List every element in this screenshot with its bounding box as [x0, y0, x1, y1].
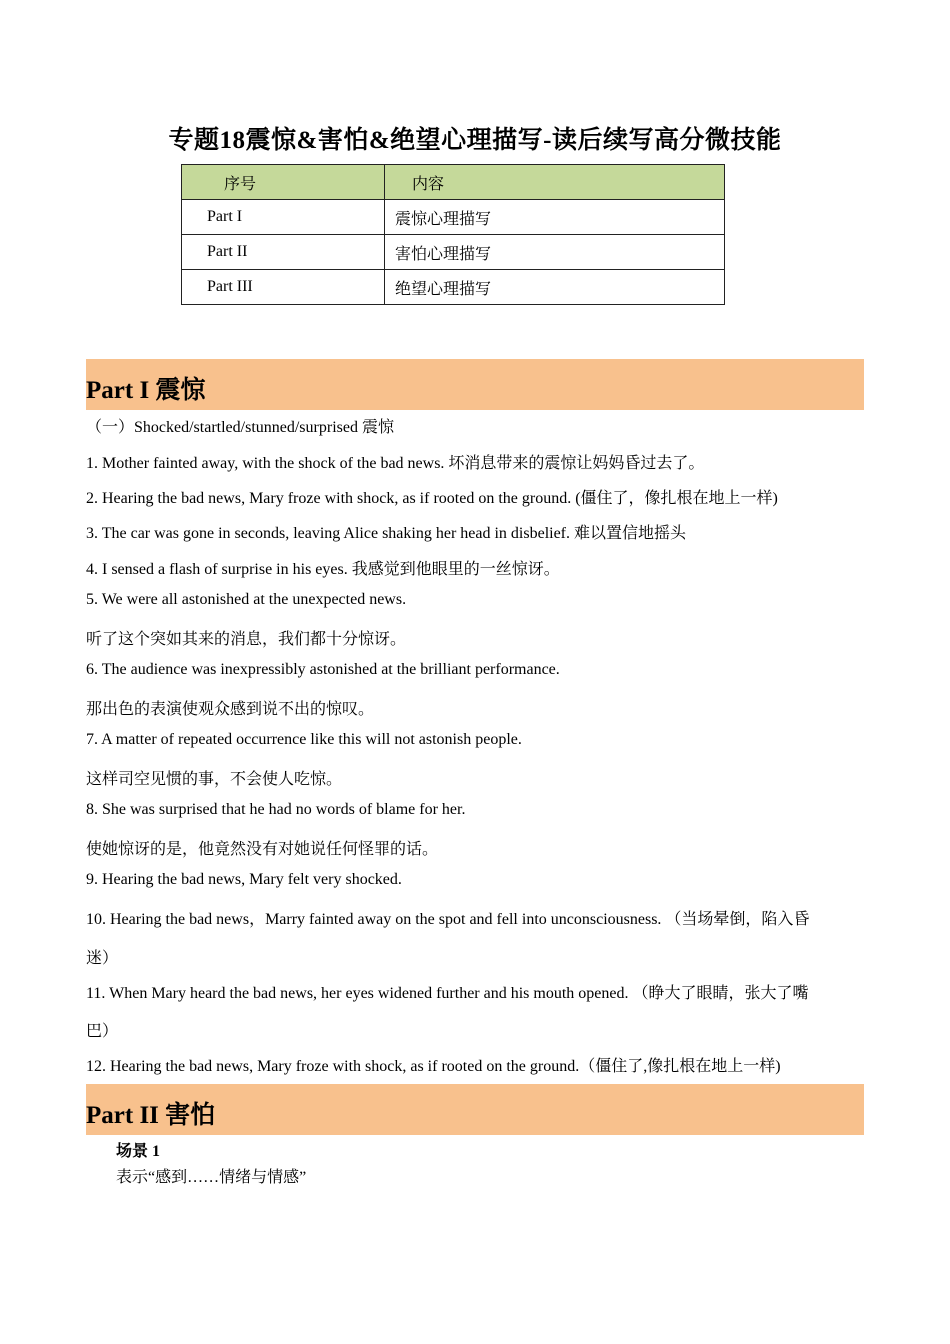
text-line: 使她惊讶的是，他竟然没有对她说任何怪罪的话。: [86, 841, 439, 858]
contents-table: [181, 164, 725, 305]
section-heading-part-1: [86, 359, 864, 410]
text-line: 迷）: [86, 950, 119, 967]
scene-label: 场景 1: [116, 1143, 161, 1160]
document-title: 专题18震惊&害怕&绝望心理描写-读后续写高分微技能: [168, 127, 782, 154]
text-line: 9. Hearing the bad news, Mary felt very shocked.: [86, 871, 402, 888]
text-line: 11. When Mary heard the bad news, her eyes widened further and his mouth opened. （睁大了眼睛，张大了嘴: [86, 985, 809, 1002]
table-cell: Part I: [182, 200, 385, 235]
section-heading-text: Part I 震惊: [86, 377, 206, 404]
table-cell: Part II: [182, 235, 385, 270]
table-cell: 害怕心理描写: [385, 235, 725, 270]
scene-description: 表示“感到……情绪与情感”: [116, 1169, 307, 1186]
text-line: 4. I sensed a flash of surprise in his eyes. 我感觉到他眼里的一丝惊讶。: [86, 561, 560, 578]
text-line: （一）Shocked/startled/stunned/surprised 震惊: [86, 419, 394, 436]
table-header-cell: 内容: [385, 165, 725, 200]
text-line: 2. Hearing the bad news, Mary froze with shock, as if rooted on the ground. (僵住了，像扎根在地上一样): [86, 490, 778, 507]
text-line: 那出色的表演使观众感到说不出的惊叹。: [86, 701, 375, 718]
table-header-row: [182, 165, 725, 200]
text-line: 3. The car was gone in seconds, leaving Alice shaking her head in disbelief. 难以置信地摇头: [86, 525, 687, 542]
table-cell: 震惊心理描写: [385, 200, 725, 235]
table-cell: 绝望心理描写: [385, 270, 725, 305]
text-line: 这样司空见惯的事，不会使人吃惊。: [86, 771, 343, 788]
text-line: 5. We were all astonished at the unexpected news.: [86, 591, 407, 608]
table-header-cell: 序号: [182, 165, 385, 200]
section-heading-text: Part II 害怕: [86, 1102, 216, 1129]
table-cell: Part III: [182, 270, 385, 305]
text-line: 听了这个突如其来的消息，我们都十分惊讶。: [86, 631, 407, 648]
text-line: 巴）: [86, 1023, 119, 1040]
table-row: [182, 200, 725, 235]
text-line: 10. Hearing the bad news，Marry fainted away on the spot and fell into unconsciousness. （当场晕倒，陷入昏: [86, 911, 810, 928]
text-line: 7. A matter of repeated occurrence like this will not astonish people.: [86, 731, 522, 748]
text-line: 1. Mother fainted away, with the shock of the bad news. 坏消息带来的震惊让妈妈昏过去了。: [86, 455, 705, 472]
table-row: [182, 235, 725, 270]
text-line: 12. Hearing the bad news, Mary froze with shock, as if rooted on the ground.（僵住了,像扎根在地上一样): [86, 1058, 781, 1075]
text-line: 8. She was surprised that he had no words of blame for her.: [86, 801, 466, 818]
text-line: 6. The audience was inexpressibly astonished at the brilliant performance.: [86, 661, 560, 678]
section-heading-part-2: [86, 1084, 864, 1135]
table-row: [182, 270, 725, 305]
